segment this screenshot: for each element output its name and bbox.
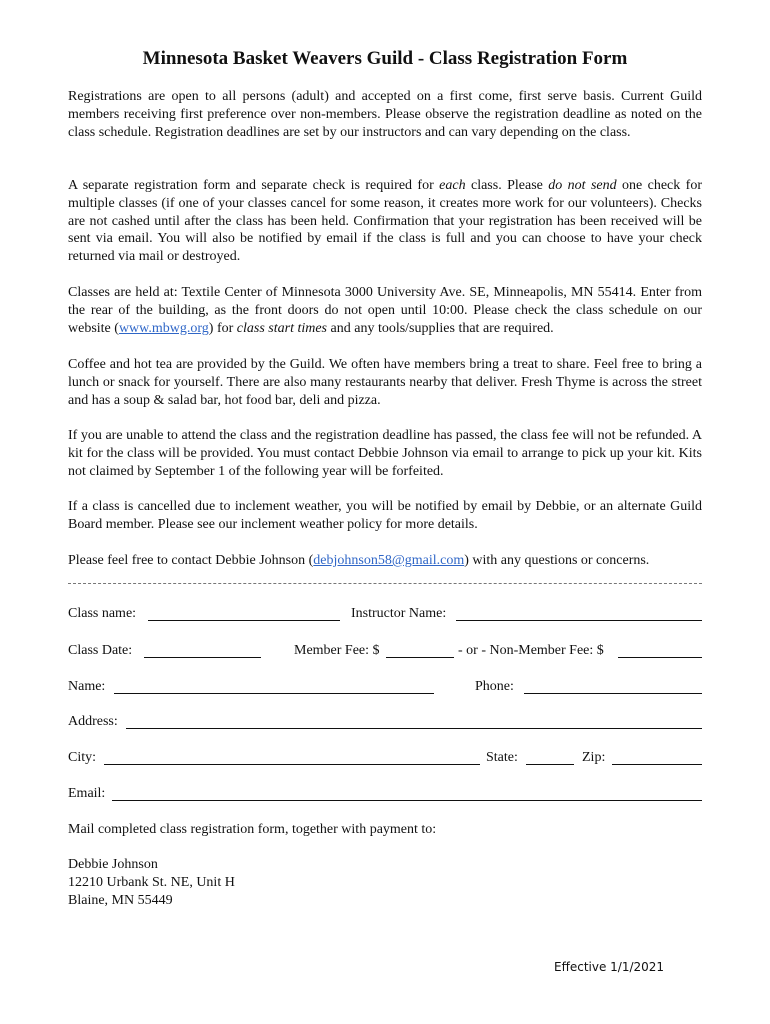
phone-label: Phone: — [475, 679, 514, 694]
payment-emphasis-each: each — [439, 178, 466, 193]
class-name-field[interactable] — [148, 620, 340, 621]
email-label: Email: — [68, 786, 106, 801]
email-field[interactable] — [112, 800, 702, 801]
payment-text-a: A separate registration form and separate check is required for — [68, 178, 440, 193]
mail-city: Blaine, MN 55449 — [68, 893, 173, 908]
instructor-name-field[interactable] — [456, 620, 702, 621]
location-text-b: ) for — [208, 320, 237, 336]
contact-text-a: Please feel free to contact Debbie Johnson ( — [68, 553, 314, 568]
location-emphasis: class start times — [236, 320, 328, 336]
mail-street: 12210 Urbank St. NE, Unit H — [68, 875, 235, 890]
state-field[interactable] — [526, 764, 574, 765]
city-field[interactable] — [104, 764, 480, 765]
website-link[interactable]: www.mbwg.org — [118, 320, 209, 336]
contact-paragraph — [68, 552, 702, 570]
refreshments-paragraph — [68, 356, 702, 409]
intro-paragraph — [68, 88, 702, 141]
contact-text-b: ) with any questions or concerns. — [464, 553, 650, 568]
refund-text: If you are unable to attend the class and the registration deadline has passed, the class fee will not be refunded. A kit for the class will be provided. You must contact Debbie Johnson via email to arrange to pick up your kit. Kits not claimed by September 1 of the following year will be forfeited. — [68, 428, 702, 479]
location-paragraph — [68, 284, 702, 337]
name-phone-row — [68, 677, 702, 697]
non-member-fee-field[interactable] — [618, 657, 702, 658]
location-text-c: and any tools/supplies that are required. — [327, 320, 554, 336]
city-state-zip-row — [68, 748, 702, 768]
mailing-address-block — [68, 856, 235, 910]
state-label: State: — [486, 750, 518, 765]
class-name-label: Class name: — [68, 606, 137, 621]
payment-paragraph — [68, 177, 702, 266]
name-field[interactable] — [114, 693, 434, 694]
mail-instruction: Mail completed class registration form, together with payment to: — [68, 822, 437, 837]
weather-text: If a class is cancelled due to inclement weather, you will be notified by email by Debbie, or an alternate Guild Board member. Please see our inclement weather policy for more details. — [68, 499, 702, 532]
intro-text: Registrations are open to all persons (adult) and accepted on a first come, first serve basis. Current Guild members receiving first preference over non-members. Please observe the registration deadline as noted on the class schedule. Registration deadlines are set by our instructors and can vary depending on the class. — [68, 89, 702, 140]
address-row — [68, 712, 702, 732]
zip-label: Zip: — [582, 750, 606, 765]
effective-date: Effective 1/1/2021 — [554, 960, 665, 974]
instructor-name-label: Instructor Name: — [351, 606, 447, 621]
class-date-label: Class Date: — [68, 643, 133, 658]
class-date-field[interactable] — [144, 657, 261, 658]
email-row — [68, 784, 702, 804]
payment-emphasis-do-not-send: do not send — [548, 178, 617, 193]
mail-recipient-name: Debbie Johnson — [68, 857, 158, 872]
phone-field[interactable] — [524, 693, 702, 694]
location-text-a: Classes are held at: Textile Center of Minnesota 3000 University Ave. SE, Minneapolis, MN 55414. Enter from the rear of the building, as the front doors do not open until 10:00. Please check the class schedule on our website ( — [68, 285, 702, 336]
email-link[interactable]: debjohnson58@gmail.com — [313, 553, 465, 568]
zip-field[interactable] — [612, 764, 702, 765]
cut-line-divider — [68, 583, 702, 584]
refreshments-text: Coffee and hot tea are provided by the Guild. We often have members bring a treat to share. Feel free to bring a lunch or snack for yourself. There are also many restaurants nearby that deliver. Fresh Thyme is across the street and has a soup & salad bar, hot food bar, deli and pizza. — [68, 357, 702, 408]
payment-text-b: class. Please — [465, 178, 549, 193]
payment-text-c: one check for multiple classes (if one of your classes cancel for some reason, it creates more work for our volunteers). Checks are not cashed until after the class has been held. Confirmation that your registration has been received will be sent via email. You will also be notified by email if the class is full and you can choose to have your check returned via mail or destroyed. — [68, 178, 702, 265]
city-label: City: — [68, 750, 97, 765]
page-title: Minnesota Basket Weavers Guild - Class Registration Form — [142, 48, 628, 69]
class-instructor-row — [68, 604, 702, 624]
date-fee-row — [68, 641, 702, 661]
member-fee-label: Member Fee: $ — [294, 643, 380, 658]
member-fee-field[interactable] — [386, 657, 454, 658]
refund-paragraph — [68, 427, 702, 480]
address-field[interactable] — [126, 728, 702, 729]
non-member-fee-label: - or - Non-Member Fee: $ — [458, 643, 604, 658]
weather-paragraph — [68, 498, 702, 534]
name-label: Name: — [68, 679, 106, 694]
address-label: Address: — [68, 714, 118, 729]
